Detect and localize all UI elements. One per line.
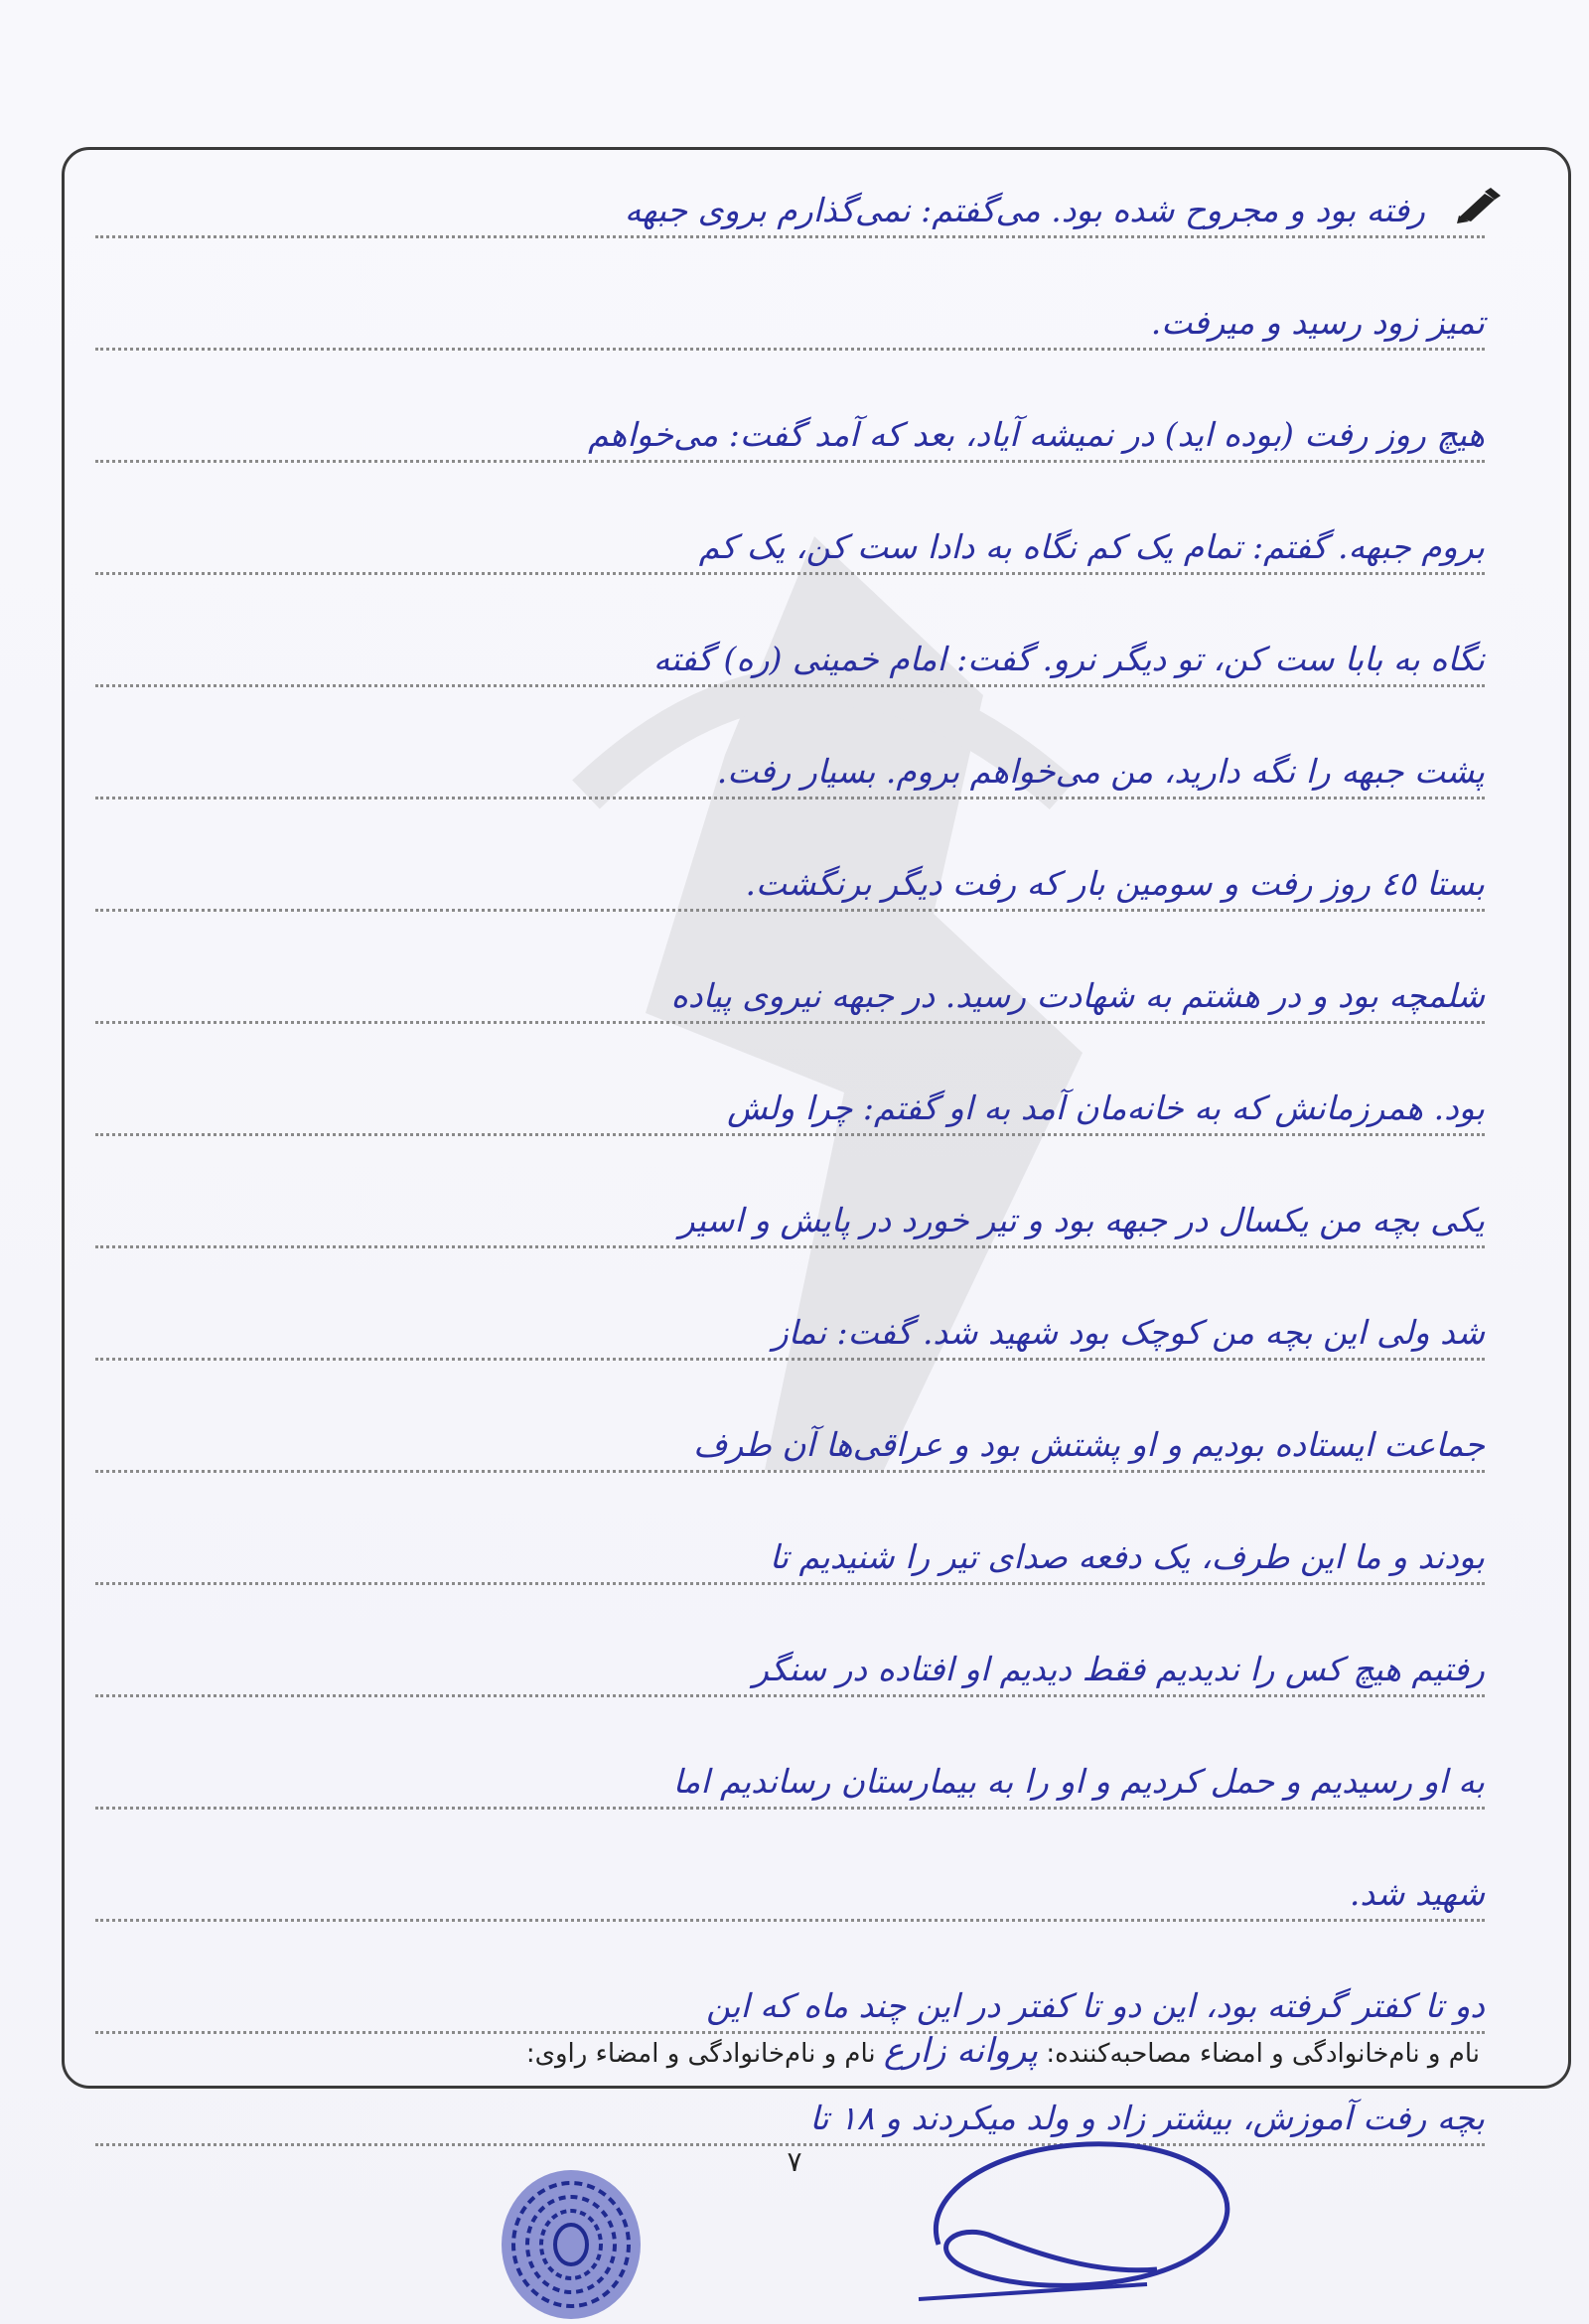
interviewer-label: نام و نام‌خانوادگی و امضاء مصاحبه‌کننده: xyxy=(1046,2039,1480,2069)
text-line-content: دو تا کفتر گرفته بود، این دو تا کفتر در این چند ماه که این xyxy=(706,1986,1485,2025)
text-line xyxy=(95,1847,1485,1922)
text-line xyxy=(95,2072,1485,2146)
fingerprint-icon xyxy=(477,2145,665,2324)
text-line xyxy=(95,501,1485,575)
text-line-content: بودند و ما این طرف، یک دفعه صدای تیر را شنیدیم تا xyxy=(769,1537,1485,1576)
text-line xyxy=(95,1623,1485,1697)
signature-footer xyxy=(99,2031,1480,2071)
text-line-content: بروم جبهه. گفتم: تمام یک کم نگاه به دادا ست کن، یک کم xyxy=(698,527,1485,566)
pen-icon xyxy=(1455,186,1505,225)
text-line xyxy=(95,1286,1485,1361)
text-line-content: تمیز زود رسید و میرفت. xyxy=(1150,303,1485,342)
signature-icon xyxy=(899,2125,1266,2314)
text-line-content: یکی بچه من یکسال در جبهه بود و تیر خورد در پایش و اسیر xyxy=(678,1201,1485,1239)
text-line xyxy=(95,1960,1485,2034)
narrator-label: نام و نام‌خانوادگی و امضاء راوی: xyxy=(525,2039,876,2069)
text-line xyxy=(95,725,1485,799)
text-line xyxy=(95,1174,1485,1248)
text-line xyxy=(95,837,1485,912)
text-line xyxy=(95,1511,1485,1585)
text-line-content: بچه رفت آموزش، بیشتر زاد و ولد میکردند و ١٨ تا xyxy=(809,2099,1485,2137)
text-line xyxy=(95,276,1485,351)
text-line-content: رفته بود و مجروح شده بود. می‌گفتم: نمی‌گذارم بروی جبهه xyxy=(624,191,1425,229)
text-line-content: پشت جبهه را نگه دارید، من می‌خواهم بروم. بسیار رفت. xyxy=(716,752,1485,791)
text-line-content: شهید شد. xyxy=(1349,1874,1485,1913)
text-line xyxy=(95,164,1485,238)
page-number: ۷ xyxy=(787,2145,802,2178)
text-line-content: نگاه به بابا ست کن، تو دیگر نرو. گفت: امام خمینی (ره) گفته xyxy=(652,640,1485,678)
text-line xyxy=(95,1398,1485,1473)
text-line xyxy=(95,1735,1485,1810)
text-line-content: شد ولی این بچه من کوچک بود شهید شد. گفت: نماز xyxy=(772,1313,1485,1352)
text-line-content: جماعت ایستاده بودیم و او پشتش بود و عراقی‌ها آن طرف xyxy=(693,1425,1485,1464)
text-line-content: به او رسیدیم و حمل کردیم و او را به بیمارستان رساندیم اما xyxy=(672,1762,1485,1801)
text-line xyxy=(95,388,1485,463)
text-line-content: بود. همرزمانش که به خانه‌مان آمد به او گفتم: چرا ولش xyxy=(727,1089,1485,1127)
text-line-content: بستا ٤٥ روز رفت و سومین بار که رفت دیگر برنگشت. xyxy=(745,864,1485,903)
text-line xyxy=(95,613,1485,687)
text-line-content: هیچ روز رفت (بوده اید) در نمیشه آیاد، بعد که آمد گفت: می‌خواهم xyxy=(588,415,1485,454)
text-line xyxy=(95,1062,1485,1136)
text-line-content: رفتیم هیچ کس را ندیدیم فقط دیدیم او افتاده در سنگر xyxy=(752,1650,1485,1688)
text-line-content: شلمچه بود و در هشتم به شهادت رسید. در جبهه نیروی پیاده xyxy=(670,976,1485,1015)
text-line xyxy=(95,949,1485,1024)
interviewer-name: پروانه زارع xyxy=(883,2031,1039,2071)
handwritten-text-body xyxy=(95,164,1485,2184)
